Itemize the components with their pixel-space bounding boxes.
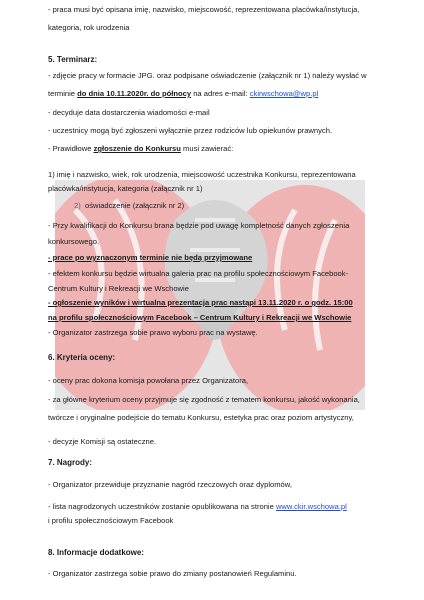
text-line: - oceny prac dokona komisja powołana przez Organizatora,	[48, 376, 249, 385]
text-span: terminie	[48, 89, 78, 98]
email-link[interactable]: ckirwschowa@wp.pl	[249, 89, 319, 98]
text-line: - uczestnicy mogą być zgłoszeni wyłącznie przez rodziców lub opiekunów prawnych.	[48, 126, 333, 135]
text-line: twórcze i oryginalne podejście do tematu Konkursu, estetyka prac oraz poziom artystyczny,	[48, 413, 354, 422]
text-line: kategoria, rok urodzenia	[48, 23, 130, 32]
section-title-kryteria: 6. Kryteria oceny:	[48, 353, 116, 362]
section-title-terminarz: 5. Terminarz:	[48, 55, 98, 64]
text-line: Centrum Kultury i Rekreacji we Wschowie	[48, 284, 189, 293]
text-line: - decyzje Komisji są ostateczne.	[48, 437, 157, 446]
text-line: - zdjęcie pracy w formacie JPG. oraz podpisane oświadczenie (załącznik nr 1) należy wysłać w	[48, 71, 367, 80]
text-line: - efektem konkursu będzie wirtualna galeria prac na profilu społecznościowym Facebook-	[48, 269, 349, 278]
website-link[interactable]: www.ckir.wschowa.pl	[275, 502, 347, 511]
text-span: musi zawierać:	[180, 144, 234, 153]
text-span: oświadczenie (załącznik nr 2)	[85, 201, 185, 210]
text-line	[48, 501, 347, 512]
text-line: - decyduje data dostarczenia wiadomości e-mail	[48, 108, 210, 117]
section-title-nagrody: 7. Nagrody:	[48, 458, 93, 467]
text-line: i profilu społecznościowym Facebook	[48, 516, 174, 525]
text-line: - ogłoszenie wyników i wirtualna prezentacja prac nastąpi 13.11.2020 r. o godz. 15:00	[48, 298, 353, 307]
text-line: - Organizator zastrzega sobie prawo wyboru prac na wystawę.	[48, 328, 258, 337]
text-line: na profilu społecznościowym Facebook – Centrum Kultury i Rekreacji we Wschowie	[48, 313, 352, 322]
list-item: 1) imię i nazwisko, wiek, rok urodzenia, miejscowość uczestnika Konkursu, reprezentowana	[48, 170, 356, 179]
text-span: - lista nagrodzonych uczestników zostanie opublikowana na stronie	[48, 502, 276, 511]
list-item-cont: placówka/instytucja, kategoria (załącznik nr 1)	[48, 184, 203, 193]
text-span: na adres e-mail:	[191, 89, 250, 98]
text-line: - Organizator przewiduje przyznanie nagród rzeczowych oraz dyplomów,	[48, 480, 292, 489]
text-line	[48, 88, 318, 99]
text-line: konkursowego.	[48, 237, 100, 246]
text-line	[48, 143, 233, 154]
text-span: - Prawidłowe	[48, 144, 94, 153]
bold-text: zgłoszenie do Konkursu	[93, 144, 181, 153]
text-line: - praca musi być opisana imię, nazwisko, miejscowość, reprezentowana placówka/instytucja,	[48, 5, 360, 14]
text-line: - za główne kryterium oceny przyjmuje się zgodność z tematem konkursu, jakość wykonania,	[48, 395, 360, 404]
text-line: - Przy kwalifikacji do Konkursu brana będzie pod uwagę kompletność danych zgłoszenia	[48, 221, 350, 230]
text-line: - prace po wyznaczonym terminie nie będą przyjmowane	[48, 253, 253, 262]
list-item	[74, 200, 184, 211]
section-title-informacje: 8. Informacje dodatkowe:	[48, 548, 145, 557]
list-number: 2)	[74, 201, 81, 210]
deadline-text: do dnia 10.11.2020r. do północy	[77, 89, 192, 98]
text-line: - Organizator zastrzega sobie prawo do zmiany postanowień Regulaminu.	[48, 569, 297, 578]
